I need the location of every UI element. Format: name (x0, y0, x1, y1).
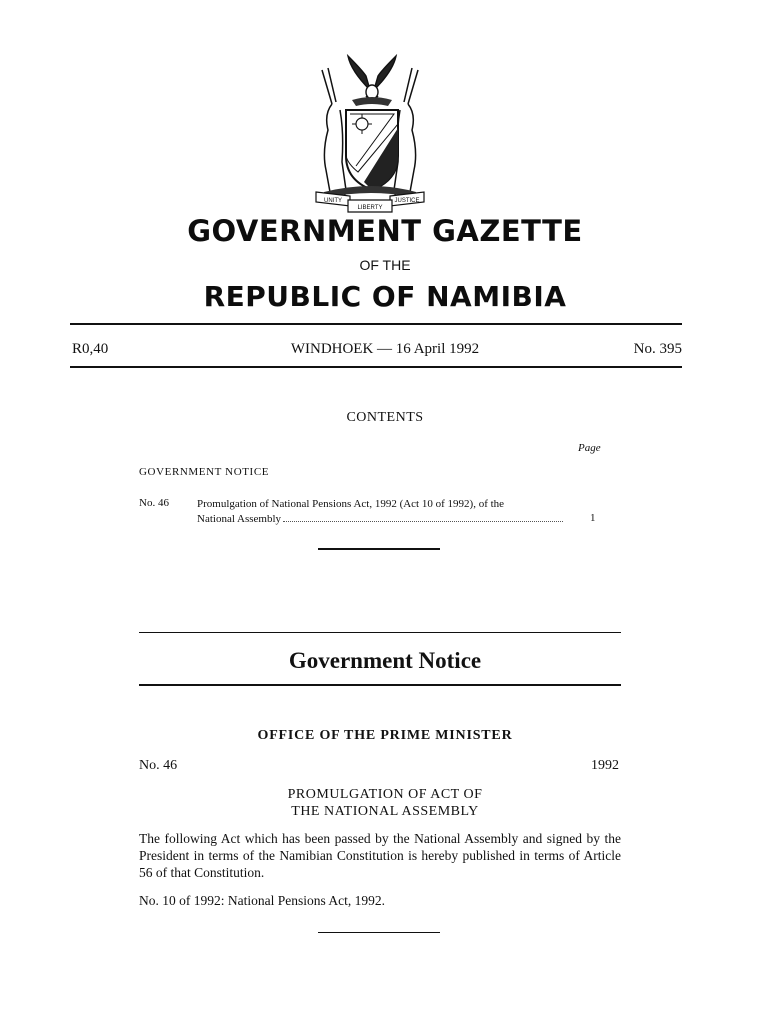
toc-item-number: No. 46 (139, 497, 169, 509)
toc-item-line2-row (197, 512, 567, 527)
notice-rule-top (139, 632, 621, 633)
contents-end-rule (318, 548, 440, 550)
motto-unity: UNITY (324, 198, 342, 204)
act-reference: No. 10 of 1992: National Pensions Act, 1992. (139, 893, 385, 908)
motto-justice: JUSTICE (394, 198, 420, 204)
notice-title (0, 786, 770, 820)
oryx-left-icon (322, 68, 346, 198)
notice-rule-bottom (139, 684, 621, 686)
coat-of-arms-seal (300, 52, 440, 217)
office-heading: OFFICE OF THE PRIME MINISTER (257, 728, 513, 743)
contents-section-label: GOVERNMENT NOTICE (139, 466, 270, 478)
notice-title-line2: THE NATIONAL ASSEMBLY (291, 804, 479, 819)
motto-scroll (316, 192, 424, 212)
toc-leader-dots (283, 520, 563, 522)
notice-body: The following Act which has been passed by the National Assembly and signed by the President in terms of the Namibian Constitution is hereby published in terms of Article 56 of that Constitution. (139, 831, 621, 880)
eagle-icon (348, 56, 396, 100)
shield-icon (346, 110, 398, 190)
price: R0,40 (72, 341, 109, 357)
masthead-rule-top (70, 323, 682, 325)
notice-end-rule (318, 932, 440, 933)
motto-liberty: LIBERTY (357, 205, 383, 211)
gazette-subtitle: OF THE (359, 257, 411, 273)
contents-heading: CONTENTS (346, 410, 424, 425)
toc-item-page: 1 (590, 512, 596, 524)
gazette-title: GOVERNMENT GAZETTE (187, 214, 583, 248)
toc-item-text[interactable] (197, 497, 567, 527)
page-column-label: Page (578, 442, 601, 454)
toc-item-line1: Promulgation of National Pensions Act, 1992 (Act 10 of 1992), of the (197, 498, 505, 510)
notice-title-line1: PROMULGATION OF ACT OF (287, 787, 483, 802)
notice-number: No. 46 (139, 758, 178, 773)
republic-title: REPUBLIC OF NAMIBIA (203, 280, 567, 313)
notice-heading: Government Notice (288, 648, 482, 673)
place-date: WINDHOEK — 16 April 1992 (290, 341, 480, 357)
issue-number: No. 395 (633, 341, 682, 357)
notice-year: 1992 (591, 758, 619, 773)
toc-item-line2: National Assembly (197, 513, 282, 525)
masthead-rule-bottom (70, 366, 682, 368)
